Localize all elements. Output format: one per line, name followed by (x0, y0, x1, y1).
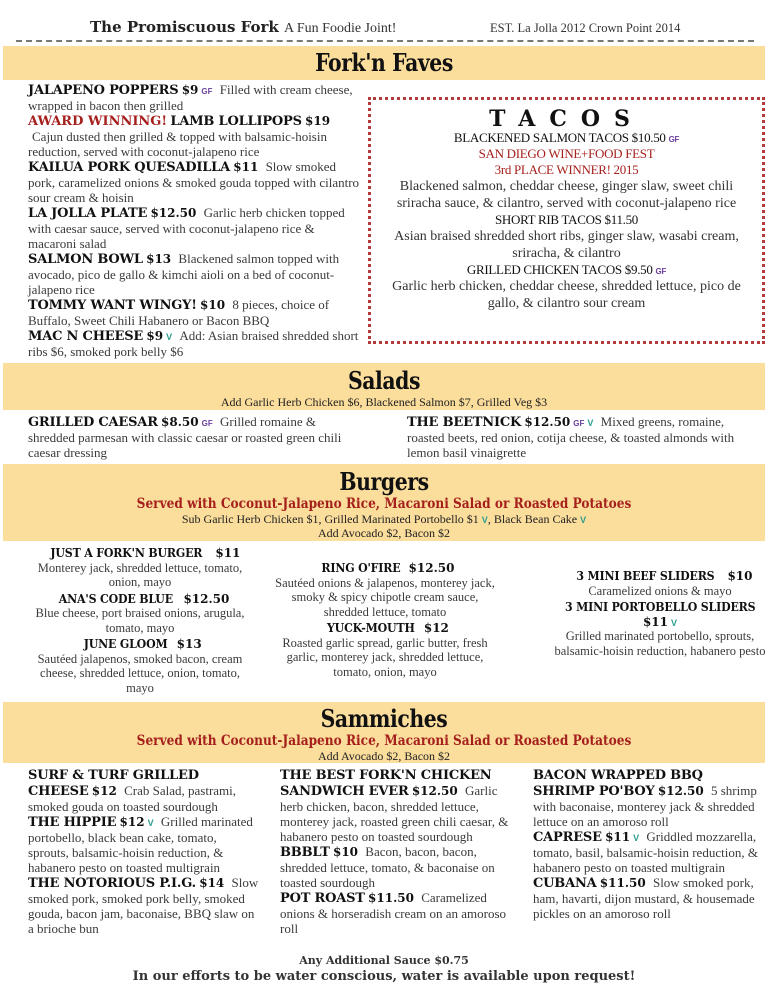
established: EST. La Jolla 2012 Crown Point 2014 (490, 21, 681, 35)
burgers-served-with: Served with Coconut-Jalapeno Rice, Macaroni Salad or Roasted Potatoes (136, 496, 632, 512)
menu-item (280, 844, 515, 890)
item-description: Garlic herb chicken, bacon, shredded lettuce, monterey jack, roasted green chili caesar, & habanero pesto on toasted sourdough (280, 783, 509, 844)
menu-item (25, 545, 255, 590)
menu-item (28, 205, 360, 251)
menu-item (28, 814, 260, 875)
menu-item (280, 890, 515, 936)
menu-item (280, 767, 515, 844)
item-price: $12.50 (183, 591, 230, 606)
item-name: THE NOTORIOUS P.I.G. (28, 876, 196, 891)
menu-header (0, 14, 768, 42)
item-price: $12 (91, 784, 117, 798)
gluten-free-badge: GF (201, 419, 213, 428)
item-price: $14 (199, 876, 225, 890)
item-price: $9 (146, 329, 164, 343)
menu-item (270, 620, 500, 679)
item-name: MAC N CHEESE (28, 329, 144, 344)
faves-list (28, 82, 360, 359)
item-description: Grilled marinated portobello, black bean cake, tomato, sprouts, balsamic-hoisin reduction, & habanero pesto on toasted multigrain (28, 814, 253, 875)
taco-description: Blackened salmon, cheddar cheese, ginger slaw, sweet chili sriracha sauce, & cilantro, served with coconut-jalapeno rice (396, 179, 737, 211)
vegetarian-badge: V (587, 418, 594, 428)
item-price: $11.50 (368, 891, 414, 905)
taco-item (371, 262, 762, 312)
item-price: $12.50 (150, 206, 197, 220)
item-description: 5 shrimp with baconaise, monterey jack & shredded lettuce on an amoroso roll (533, 783, 757, 829)
item-description: Filled with cream cheese, wrapped in bacon then grilled (28, 82, 353, 113)
section-title: Fork'n Faves (315, 48, 453, 77)
vegetarian-badge: V (147, 818, 154, 828)
menu-item (545, 599, 768, 658)
item-name: THE HIPPIE (28, 815, 117, 830)
item-name: ANA'S CODE BLUE (58, 590, 173, 606)
award-label: AWARD WINNING! (28, 114, 168, 129)
taco-name-text: BLACKENED SALMON TACOS $10.50 (453, 130, 666, 145)
item-price: $11.50 (599, 876, 646, 890)
salad-col (28, 414, 363, 460)
item-name: JALAPENO POPPERS (28, 83, 179, 98)
item-price: $19 (305, 114, 331, 128)
menu-item (533, 875, 765, 921)
item-price: $11 (605, 830, 631, 844)
salads-note: Add Garlic Herb Chicken $6, Blackened Salmon $7, Grilled Veg $3 (220, 395, 548, 409)
menu-item (28, 159, 360, 205)
taco-name-text: GRILLED CHICKEN TACOS $9.50 (466, 262, 653, 277)
item-description: Blue cheese, port braised onions, arugula, tomato, mayo (35, 606, 245, 635)
tacos-title: TACOS (489, 106, 644, 132)
menu-item (28, 297, 360, 328)
menu-item (25, 591, 255, 636)
item-price: $11 (233, 160, 259, 174)
item-name: THE BEST FORK'N CHICKEN SANDWICH EVER (280, 768, 492, 799)
item-name: SALMON BOWL (28, 252, 143, 267)
item-name: JUST A FORK'N BURGER (49, 545, 202, 560)
taco-item (371, 212, 762, 262)
sammiches-served-with: Served with Coconut-Jalapeno Rice, Macaroni Salad or Roasted Potatoes (136, 733, 632, 749)
item-price: $13 (146, 252, 172, 266)
gluten-free-badge: GF (573, 419, 585, 428)
section-band-faves (3, 46, 765, 80)
section-band-salads (3, 363, 765, 410)
item-description: Slow smoked pork, ham, havarti, dijon mustard, & housemade pickles on an amoroso roll (533, 875, 755, 921)
item-description: Slow smoked pork, caramelized onions & smoked gouda topped with cilantro sour cream & hoisin (28, 159, 360, 205)
item-name: JUNE GLOOM (84, 636, 168, 651)
item-name: RING O'FIRE (320, 560, 400, 575)
item-name: SURF & TURF GRILLED CHEESE (28, 768, 199, 799)
menu-item (545, 568, 768, 598)
item-description: Sautéed jalapenos, smoked bacon, cream cheese, shredded lettuce, onion, tomato, mayo (37, 651, 243, 695)
taco-name (371, 262, 762, 278)
item-name: CAPRESE (533, 830, 602, 845)
item-price: $12 (423, 621, 449, 635)
water-note: In our efforts to be water conscious, water is available upon request! (132, 969, 636, 984)
item-price: $10 (332, 845, 359, 859)
taco-description: Asian braised shredded short ribs, ginger slaw, wasabi cream, sriracha, & cilantro (394, 229, 739, 261)
section-band-burgers (3, 464, 765, 541)
salad-col (407, 414, 742, 460)
item-description: Sautéed onions & jalapenos, monterey jack, smoky & spicy chipotle cream sauce, shredded lettuce, tomato (275, 575, 495, 619)
item-price: $9 (181, 83, 199, 97)
menu-item (28, 414, 363, 460)
item-name: 3 MINI PORTOBELLO SLIDERS (564, 599, 756, 614)
vegetarian-badge: V (671, 617, 678, 628)
item-description: 8 pieces, choice of Buffalo, Sweet Chili Habanero or Bacon BBQ (28, 297, 330, 328)
taco-name (371, 212, 762, 228)
item-name: YUCK-MOUTH (327, 620, 415, 635)
item-price: $12.50 (411, 784, 458, 798)
item-description: Bacon, bacon, bacon, shredded lettuce, tomato, & baconaise on toasted sourdough (280, 844, 495, 890)
sauce-note: Any Additional Sauce $0.75 (299, 954, 469, 967)
item-price: $8.50 (161, 415, 199, 429)
vegetarian-badge: V (166, 332, 173, 342)
item-price: $11 (215, 546, 241, 560)
item-name: LAMB LOLLIPOPS (170, 114, 302, 129)
item-description: Add: Asian braised shredded short ribs $6, smoked pork belly $6 (28, 328, 359, 359)
item-description: Roasted garlic spread, garlic butter, fresh garlic, monterey jack, shredded lettuce, tomato, onion, mayo (282, 635, 488, 679)
sammich-col (533, 767, 765, 921)
sammich-col (280, 767, 515, 936)
item-description: Slow smoked pork, smoked pork belly, smoked gouda, bacon jam, baconaise, BBQ slaw on a brioche bun (28, 875, 259, 936)
menu-item (533, 829, 765, 875)
item-price: $11 (642, 614, 669, 629)
sammich-col (28, 767, 260, 936)
burgers-add-note: Add Avocado $2, Bacon $2 (317, 526, 451, 540)
menu-item (28, 875, 260, 936)
item-name: THE BEETNICK (407, 415, 522, 430)
menu-item (28, 251, 360, 297)
menu-item (28, 767, 260, 814)
vegetarian-badge: V (580, 515, 587, 525)
item-price: $12.50 (408, 561, 455, 575)
taco-description: Garlic herb chicken, cheddar cheese, shredded lettuce, pico de gallo, & cilantro sour cream (392, 279, 741, 311)
item-description: Caramelized onions & mayo (588, 583, 732, 598)
item-price: $13 (176, 637, 202, 651)
section-band-sammiches (3, 702, 765, 763)
burger-col (545, 568, 768, 659)
taco-item (371, 130, 762, 212)
item-description: Mixed greens, romaine, roasted beets, red onion, cotija cheese, & toasted almonds with lemon basil vinaigrette (407, 414, 735, 460)
item-name: TOMMY WANT WINGY! (28, 298, 197, 313)
item-name: BACON WRAPPED BBQ SHRIMP PO'BOY (533, 768, 703, 799)
menu-item (28, 113, 360, 159)
item-description: Cajun dusted then grilled & topped with balsamic-hoisin reduction, served with coconut-jalapeno rice (28, 129, 327, 159)
item-description: Grilled marinated portobello, sprouts, balsamic-hoisin reduction, habanero pesto (554, 629, 766, 658)
burger-col (270, 560, 500, 680)
item-price: $12 (119, 815, 145, 829)
sammiches-add-note: Add Avocado $2, Bacon $2 (317, 749, 451, 763)
item-description: Crab Salad, pastrami, smoked gouda on toasted sourdough (28, 783, 237, 814)
item-name: KAILUA PORK QUESADILLA (28, 160, 231, 175)
award-label: SAN DIEGO WINE+FOOD FEST (478, 146, 655, 161)
restaurant-name: The Promiscuous Fork A Fun Foodie Joint! (90, 18, 397, 36)
item-price: $10 (727, 569, 753, 583)
item-name: LA JOLLA PLATE (28, 206, 148, 221)
item-price: $12.50 (524, 415, 571, 429)
gluten-free-badge: GF (668, 135, 680, 144)
item-description: Monterey jack, shredded lettuce, tomato, onion, mayo (37, 560, 243, 589)
menu-item (25, 636, 255, 695)
item-price: $10 (200, 298, 226, 312)
gluten-free-badge: GF (655, 267, 667, 276)
menu-item (270, 560, 500, 619)
item-name: BBBLT (280, 845, 330, 860)
taco-name-text: SHORT RIB TACOS $11.50 (494, 212, 639, 227)
burgers-sub-note: Sub Garlic Herb Chicken $1, Grilled Marinated Portobello $1 V, Black Bean Cake V (181, 512, 587, 526)
vegetarian-badge: V (481, 515, 488, 525)
menu-item (28, 82, 360, 113)
menu-item (533, 767, 765, 829)
item-description: Caramelized onions & horseradish cream on an amoroso roll (280, 890, 507, 936)
section-title: Burgers (339, 467, 429, 496)
vegetarian-badge: V (633, 833, 640, 843)
section-title: Salads (347, 366, 421, 395)
burger-col (25, 545, 255, 696)
section-title: Sammiches (320, 704, 448, 733)
taco-name (371, 130, 762, 146)
item-name: GRILLED CAESAR (28, 415, 158, 430)
item-name: 3 MINI BEEF SLIDERS (576, 568, 715, 583)
item-name: CUBANA (533, 876, 597, 891)
item-description: Griddled mozzarella, tomato, basil, balsamic-hoisin reduction, & habanero pesto on toasted multigrain (533, 829, 758, 875)
item-description: Grilled romaine & shredded parmesan with classic caesar or roasted green chili caesar dressing (28, 414, 342, 460)
menu-item (407, 414, 742, 460)
item-description: Blackened salmon topped with avocado, pico de gallo & kimchi aioli on a bed of coconut-jalapeno rice (28, 251, 340, 297)
item-price: $12.50 (657, 784, 704, 798)
item-description: Garlic herb chicken topped with caesar sauce, served with coconut-jalapeno rice & macaroni salad (28, 205, 345, 251)
tacos-box (368, 97, 765, 344)
item-name: POT ROAST (280, 891, 365, 906)
tagline: A Fun Foodie Joint! (284, 21, 397, 36)
dashed-divider (16, 40, 754, 42)
gluten-free-badge: GF (201, 87, 213, 96)
menu-item (28, 328, 360, 359)
award-label: 3rd PLACE WINNER! 2015 (494, 162, 639, 177)
